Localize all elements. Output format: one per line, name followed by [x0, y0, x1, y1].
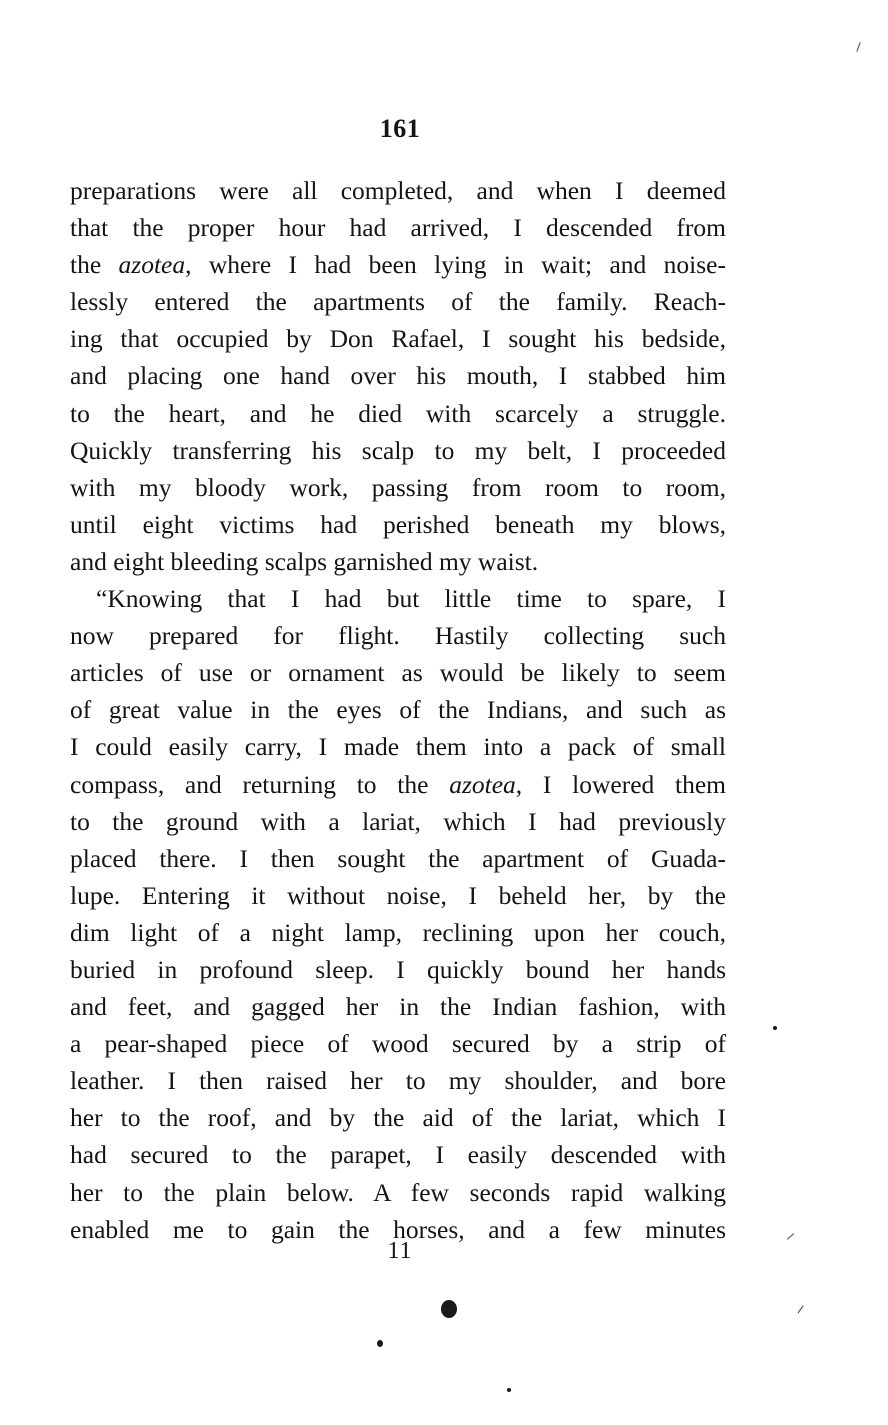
signature-mark: 11 — [387, 1238, 413, 1264]
text-line: articles of use or ornament as would be likely to seem — [70, 658, 726, 688]
text-line: to the ground with a lariat, which I had previously — [70, 806, 726, 836]
text-line: “Knowing that I had but little time to spare, I — [96, 584, 726, 614]
italic-word: azotea — [118, 250, 186, 280]
text-line: a pear-shaped piece of wood secured by a strip of — [70, 1029, 726, 1059]
text-line: I could easily carry, I made them into a pack of small — [70, 732, 726, 762]
text-line: her to the roof, and by the aid of the lariat, which I — [70, 1103, 726, 1133]
text-line: ing that occupied by Don Rafael, I sought his bedside, — [70, 324, 726, 354]
text-line: now prepared for flight. Hastily collecting such — [70, 621, 726, 651]
text-line: leather. I then raised her to my shoulder, and bore — [70, 1066, 726, 1096]
ink-speck — [507, 1388, 511, 1392]
text-line: lupe. Entering it without noise, I beheld her, by the — [70, 880, 726, 910]
text-line: of great value in the eyes of the Indians, and such as — [70, 695, 726, 725]
text-line: until eight victims had perished beneath my blows, — [70, 509, 726, 539]
text-line: dim light of a night lamp, reclining upon her couch, — [70, 917, 726, 947]
text-line: to the heart, and he died with scarcely a struggle. — [70, 398, 726, 428]
ink-speck — [773, 1026, 777, 1030]
page-number: 161 — [379, 114, 421, 143]
text-line: that the proper hour had arrived, I descended from — [70, 213, 726, 243]
text-line: had secured to the parapet, I easily descended with — [70, 1140, 726, 1170]
text-line: placed there. I then sought the apartment of Guada- — [70, 843, 726, 873]
text-line: preparations were all completed, and when I deemed — [70, 176, 726, 205]
text-line: with my bloody work, passing from room to room, — [70, 472, 726, 502]
text-line: lessly entered the apartments of the family. Reach- — [70, 287, 726, 317]
ink-speck — [377, 1340, 383, 1347]
text-line: compass, and returning to the azotea, I lowered them — [70, 769, 726, 799]
ink-blot — [441, 1300, 457, 1318]
scan-mark — [798, 1306, 804, 1314]
italic-word: azotea — [449, 769, 516, 799]
text-line: enabled me to gain the horses, and a few minutes — [70, 1214, 726, 1244]
text-line: and feet, and gagged her in the Indian fashion, with — [70, 992, 726, 1022]
text-line: Quickly transferring his scalp to my belt, I proceeded — [70, 435, 726, 465]
text-line: buried in profound sleep. I quickly bound her hands — [70, 954, 726, 984]
text-line: and eight bleeding scalps garnished my waist. — [70, 546, 539, 576]
text-line: and placing one hand over his mouth, I stabbed him — [70, 361, 726, 391]
scan-mark — [856, 42, 860, 52]
text-line: her to the plain below. A few seconds rapid walking — [70, 1177, 726, 1207]
body-text — [70, 172, 726, 1248]
text-line: the azotea, where I had been lying in wait; and noise- — [70, 250, 726, 280]
